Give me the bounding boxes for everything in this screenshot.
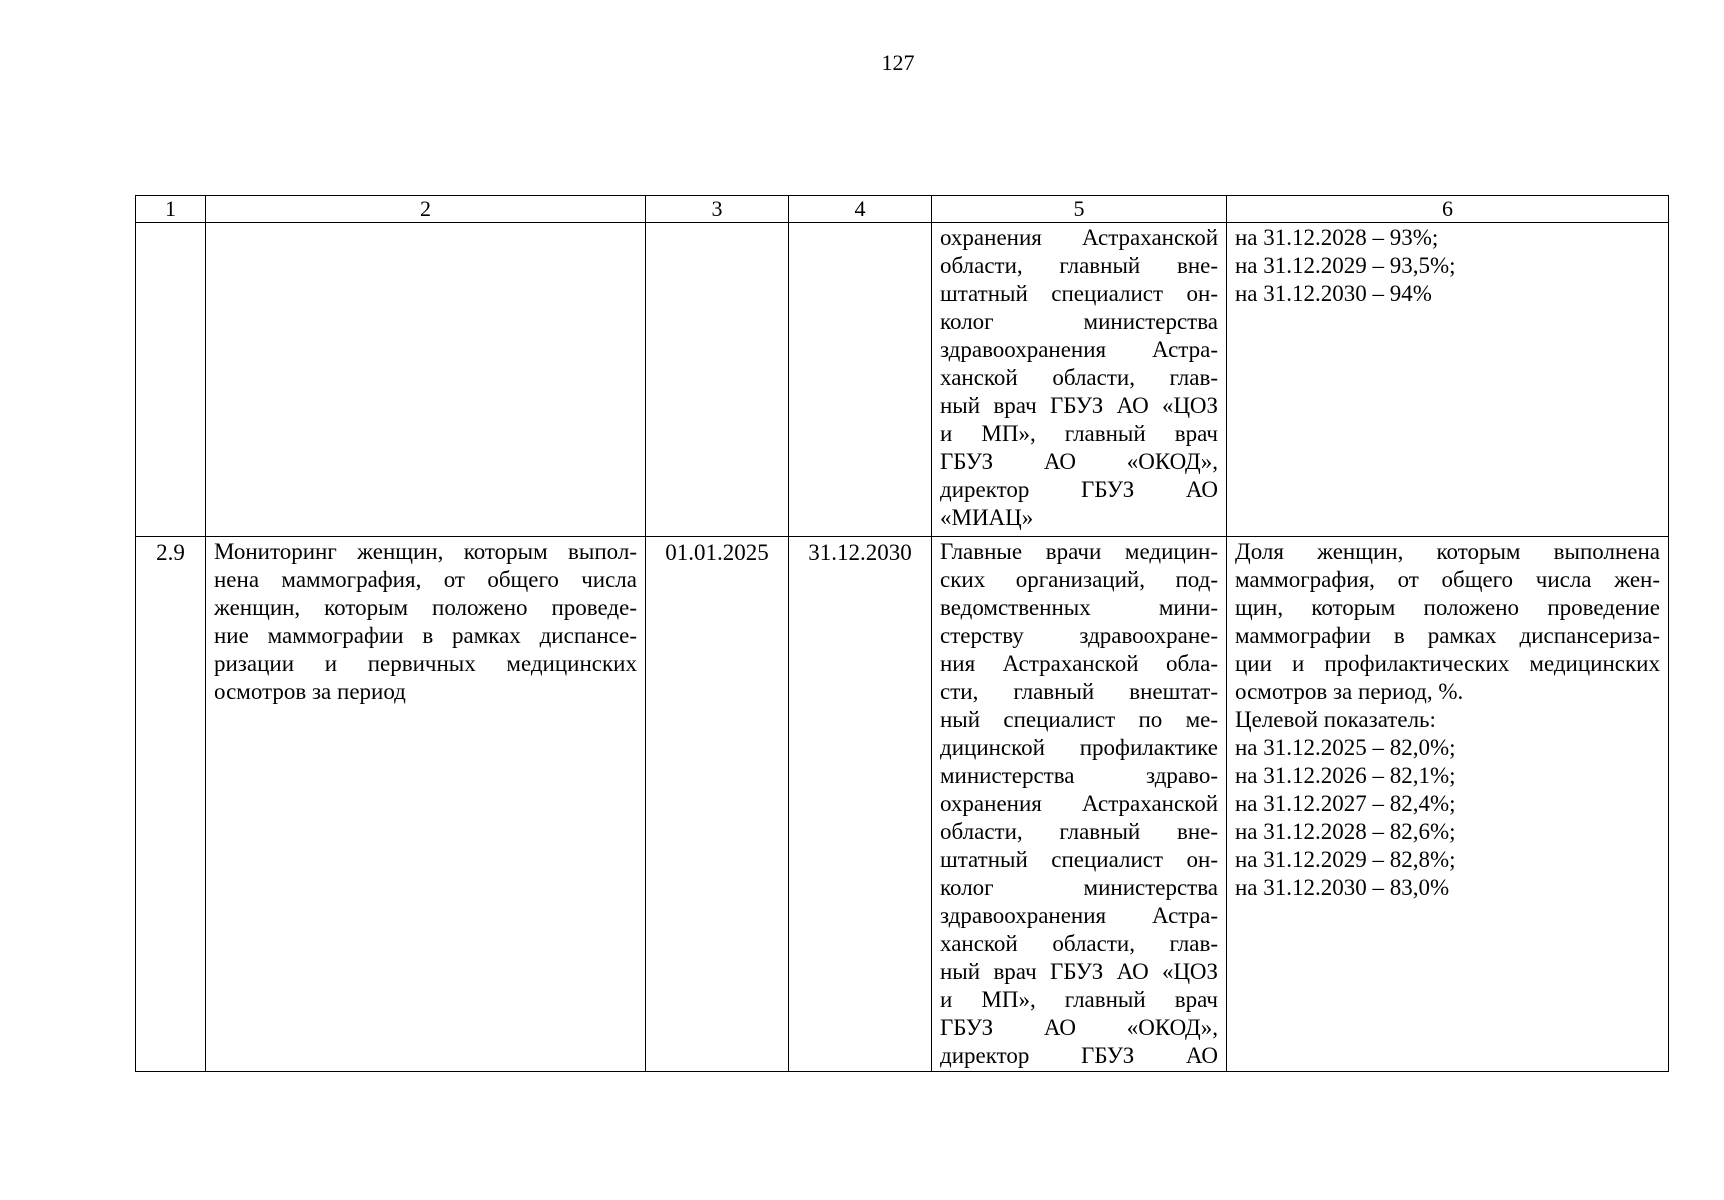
- column-header-1: 1: [136, 196, 206, 223]
- text-line: здравоохранения Астра-: [940, 337, 1218, 362]
- text-line: осмотров за период, %.: [1235, 679, 1464, 704]
- table-row-continuation: [136, 223, 1669, 537]
- text-line: маммография, от общего числа жен-: [1235, 567, 1660, 592]
- text-line: ханской области, глав-: [940, 931, 1218, 956]
- table-header-row: [136, 196, 1669, 223]
- text-line: области, главный вне-: [940, 253, 1218, 278]
- column-header-5: 5: [932, 196, 1227, 223]
- text-line: ный специалист по ме-: [940, 707, 1218, 732]
- text-line: и МП», главный врач: [940, 987, 1218, 1012]
- text-line: на 31.12.2030 – 83,0%: [1235, 875, 1450, 900]
- text-line: ризации и первичных медицинских: [214, 651, 637, 676]
- text-line: ханской области, глав-: [940, 365, 1218, 390]
- text-line: ние маммографии в рамках диспансе-: [214, 623, 637, 648]
- description-lines: [214, 538, 637, 706]
- text-line: нена маммография, от общего числа: [214, 567, 637, 592]
- cell-responsible: [932, 537, 1227, 1072]
- cell-description-empty: [206, 223, 646, 537]
- cell-description: [206, 537, 646, 1072]
- cell-end-date: 31.12.2030: [789, 537, 932, 1072]
- text-line: сти, главный внештат-: [940, 679, 1218, 704]
- text-line: штатный специалист он-: [940, 281, 1218, 306]
- responsible-lines: [940, 538, 1218, 1070]
- text-line: ГБУЗ АО «ОКОД»,: [940, 449, 1218, 474]
- text-line: колог министерства: [940, 309, 1218, 334]
- text-line: ный врач ГБУЗ АО «ЦОЗ: [940, 959, 1218, 984]
- column-header-2: 2: [206, 196, 646, 223]
- text-line: ГБУЗ АО «ОКОД»,: [940, 1015, 1218, 1040]
- page-number: 127: [881, 50, 915, 75]
- text-line: на 31.12.2028 – 82,6%;: [1235, 819, 1456, 844]
- cell-indicator: [1227, 537, 1669, 1072]
- column-header-3: 3: [646, 196, 789, 223]
- target-lines: [1235, 734, 1660, 902]
- indicator-target-lines: [1235, 224, 1660, 308]
- column-header-4: 4: [789, 196, 932, 223]
- indicator-lines: [1235, 538, 1660, 706]
- text-line: ских организаций, под-: [940, 567, 1218, 592]
- text-line: на 31.12.2030 – 94%: [1235, 281, 1432, 306]
- text-line: Главные врачи медицин-: [940, 539, 1218, 564]
- text-line: ния Астраханской обла-: [940, 651, 1218, 676]
- text-line: директор ГБУЗ АО: [940, 1043, 1218, 1068]
- cell-number-empty: [136, 223, 206, 537]
- cell-start-date-empty: [646, 223, 789, 537]
- text-line: осмотров за период: [214, 679, 406, 704]
- text-line: Мониторинг женщин, которым выпол-: [214, 539, 637, 564]
- document-table-container: [135, 195, 1668, 1072]
- text-line: Доля женщин, которым выполнена: [1235, 539, 1660, 564]
- text-line: штатный специалист он-: [940, 847, 1218, 872]
- cell-start-date: 01.01.2025: [646, 537, 789, 1072]
- text-line: на 31.12.2027 – 82,4%;: [1235, 791, 1456, 816]
- column-header-6: 6: [1227, 196, 1669, 223]
- document-table: [135, 195, 1669, 1072]
- table-row-2-9: [136, 537, 1669, 1072]
- text-line: ный врач ГБУЗ АО «ЦОЗ: [940, 393, 1218, 418]
- responsible-lines: [940, 224, 1218, 532]
- text-line: щин, которым положено проведение: [1235, 595, 1660, 620]
- text-line: дицинской профилактике: [940, 735, 1218, 760]
- cell-item-number: 2.9: [136, 537, 206, 1072]
- text-line: области, главный вне-: [940, 819, 1218, 844]
- text-line: «МИАЦ»: [940, 505, 1034, 530]
- text-line: на 31.12.2029 – 82,8%;: [1235, 847, 1456, 872]
- text-line: директор ГБУЗ АО: [940, 477, 1218, 502]
- cell-responsible-continued: [932, 223, 1227, 537]
- text-line: маммографии в рамках диспансериза-: [1235, 623, 1660, 648]
- target-label: Целевой показатель:: [1235, 707, 1436, 732]
- cell-indicator-continued: [1227, 223, 1669, 537]
- text-line: на 31.12.2025 – 82,0%;: [1235, 735, 1456, 760]
- text-line: ведомственных мини-: [940, 595, 1218, 620]
- text-line: на 31.12.2028 – 93%;: [1235, 225, 1439, 250]
- text-line: и МП», главный врач: [940, 421, 1218, 446]
- responsible-lines-clip: [940, 538, 1218, 1070]
- text-line: здравоохранения Астра-: [940, 903, 1218, 928]
- text-line: на 31.12.2029 – 93,5%;: [1235, 253, 1456, 278]
- cell-end-date-empty: [789, 223, 932, 537]
- text-line: охранения Астраханской: [940, 791, 1218, 816]
- text-line: стерству здравоохране-: [940, 623, 1218, 648]
- text-line: колог министерства: [940, 875, 1218, 900]
- text-line: женщин, которым положено проведе-: [214, 595, 637, 620]
- text-line: ции и профилактических медицинских: [1235, 651, 1660, 676]
- text-line: охранения Астраханской: [940, 225, 1218, 250]
- text-line: на 31.12.2026 – 82,1%;: [1235, 763, 1456, 788]
- text-line: министерства здраво-: [940, 763, 1218, 788]
